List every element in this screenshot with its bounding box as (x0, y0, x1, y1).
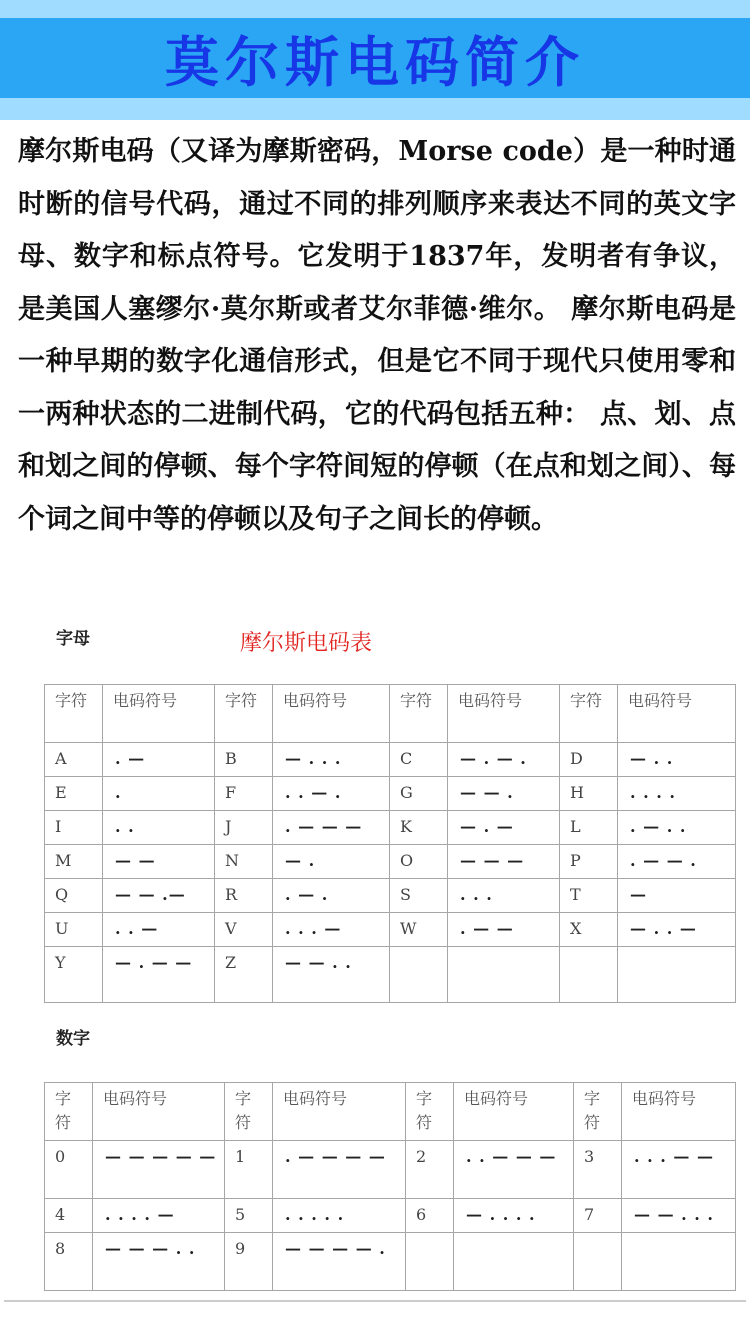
col-header-char: 字符 (390, 685, 448, 743)
char-cell: 8 (45, 1233, 93, 1291)
col-header-char: 字符 (574, 1083, 622, 1141)
code-cell: . . . . . (273, 1199, 406, 1233)
char-cell: C (390, 743, 448, 777)
code-cell: . . . . — (93, 1199, 225, 1233)
title-bar (0, 18, 750, 98)
top-accent-strip (0, 0, 750, 18)
char-cell: E (45, 777, 103, 811)
char-cell: G (390, 777, 448, 811)
code-cell: — . . . (273, 743, 390, 777)
code-cell: — . — (448, 811, 560, 845)
title-underline-strip (0, 98, 750, 120)
table-row (45, 1199, 736, 1233)
char-cell: 4 (45, 1199, 93, 1233)
table-row (45, 879, 736, 913)
char-cell: O (390, 845, 448, 879)
code-cell: . . . . (618, 777, 736, 811)
col-header-char: 字符 (560, 685, 618, 743)
digits-table (44, 1082, 736, 1291)
code-cell: — . . . . (454, 1199, 574, 1233)
footer-divider (4, 1300, 746, 1302)
col-header-code: 电码符号 (454, 1083, 574, 1141)
code-cell: . (103, 777, 215, 811)
char-cell: 2 (406, 1141, 454, 1199)
code-cell: — — — — . (273, 1233, 406, 1291)
char-cell: B (215, 743, 273, 777)
code-cell: . . — . (273, 777, 390, 811)
table-row (45, 777, 736, 811)
code-cell: — (618, 879, 736, 913)
code-cell: — — — (448, 845, 560, 879)
code-cell: . — — (448, 913, 560, 947)
code-cell: . — — — (273, 811, 390, 845)
char-cell: Q (45, 879, 103, 913)
char-cell: 7 (574, 1199, 622, 1233)
digits-header-row (45, 1083, 736, 1141)
char-cell: Z (215, 947, 273, 1003)
code-cell: — — .— (103, 879, 215, 913)
char-cell: K (390, 811, 448, 845)
char-cell: W (390, 913, 448, 947)
col-header-code: 电码符号 (618, 685, 736, 743)
code-cell: — — (103, 845, 215, 879)
char-cell: A (45, 743, 103, 777)
code-cell: . . (103, 811, 215, 845)
col-header-code: 电码符号 (622, 1083, 736, 1141)
char-cell: S (390, 879, 448, 913)
char-cell (406, 1233, 454, 1291)
char-cell: 3 (574, 1141, 622, 1199)
code-cell: . . — (103, 913, 215, 947)
code-cell: — — . (448, 777, 560, 811)
table-row (45, 1233, 736, 1291)
letters-table (44, 684, 736, 1003)
page-title: 莫尔斯电码简介 (165, 29, 585, 94)
code-cell: — . . — (618, 913, 736, 947)
code-cell: — — — . . (93, 1233, 225, 1291)
code-cell: — — . . . (622, 1199, 736, 1233)
code-cell: — — — — — (93, 1141, 225, 1199)
code-cell (622, 1233, 736, 1291)
code-cell: . . . — — (622, 1141, 736, 1199)
code-cell: . — — — — (273, 1141, 406, 1199)
char-cell: 0 (45, 1141, 93, 1199)
col-header-char: 字符 (45, 685, 103, 743)
char-cell: P (560, 845, 618, 879)
col-header-char: 字符 (215, 685, 273, 743)
col-header-char: 字符 (406, 1083, 454, 1141)
letters-section-label: 字母 (56, 629, 90, 649)
char-cell: T (560, 879, 618, 913)
char-cell: N (215, 845, 273, 879)
char-cell: H (560, 777, 618, 811)
table-row (45, 913, 736, 947)
table-row (45, 1141, 736, 1199)
char-cell: M (45, 845, 103, 879)
code-cell: . — (103, 743, 215, 777)
table-row (45, 947, 736, 1003)
col-header-code: 电码符号 (93, 1083, 225, 1141)
char-cell: X (560, 913, 618, 947)
char-cell: D (560, 743, 618, 777)
code-cell: . — — . (618, 845, 736, 879)
char-cell: 1 (225, 1141, 273, 1199)
char-cell: 9 (225, 1233, 273, 1291)
code-cell: — — . . (273, 947, 390, 1003)
code-cell (618, 947, 736, 1003)
code-cell: . . . (448, 879, 560, 913)
code-cell: — . — . (448, 743, 560, 777)
char-cell: 5 (225, 1199, 273, 1233)
table-row (45, 743, 736, 777)
char-cell: V (215, 913, 273, 947)
col-header-char: 字符 (225, 1083, 273, 1141)
char-cell: L (560, 811, 618, 845)
morse-table-title: 摩尔斯电码表 (240, 631, 373, 656)
char-cell: U (45, 913, 103, 947)
code-cell (448, 947, 560, 1003)
code-cell: — . . (618, 743, 736, 777)
char-cell (390, 947, 448, 1003)
code-cell: . — . . (618, 811, 736, 845)
char-cell (574, 1233, 622, 1291)
char-cell: F (215, 777, 273, 811)
char-cell: 6 (406, 1199, 454, 1233)
code-cell: . — . (273, 879, 390, 913)
letters-header-row (45, 685, 736, 743)
col-header-code: 电码符号 (273, 1083, 406, 1141)
code-cell: — . — — (103, 947, 215, 1003)
col-header-code: 电码符号 (448, 685, 560, 743)
col-header-code: 电码符号 (103, 685, 215, 743)
char-cell: Y (45, 947, 103, 1003)
char-cell: J (215, 811, 273, 845)
col-header-char: 字符 (45, 1083, 93, 1141)
code-cell: — . (273, 845, 390, 879)
code-cell (454, 1233, 574, 1291)
char-cell: R (215, 879, 273, 913)
col-header-code: 电码符号 (273, 685, 390, 743)
code-cell: . . — — — (454, 1141, 574, 1199)
table-row (45, 811, 736, 845)
table-row (45, 845, 736, 879)
char-cell (560, 947, 618, 1003)
code-cell: . . . — (273, 913, 390, 947)
intro-paragraph: 摩尔斯电码（又译为摩斯密码，Morse code）是一种时通时断的信号代码，通过不同的排列顺序来表达不同的英文字母、数字和标点符号。它发明于1837年，发明者有争议，是美国人塞缪尔·莫尔斯或者艾尔菲德·维尔。 摩尔斯电码是一种早期的数字化通信形式，但是它不同于现代只使用零和一两种状态的二进制代码，它的代码包括五种： 点、划、点和划之间的停顿、每个字符间短的停顿（在点和划之间）、每个词之间中等的停顿以及句子之间长的停顿。 (18, 136, 736, 535)
digits-section-label: 数字 (56, 1029, 90, 1049)
char-cell: I (45, 811, 103, 845)
